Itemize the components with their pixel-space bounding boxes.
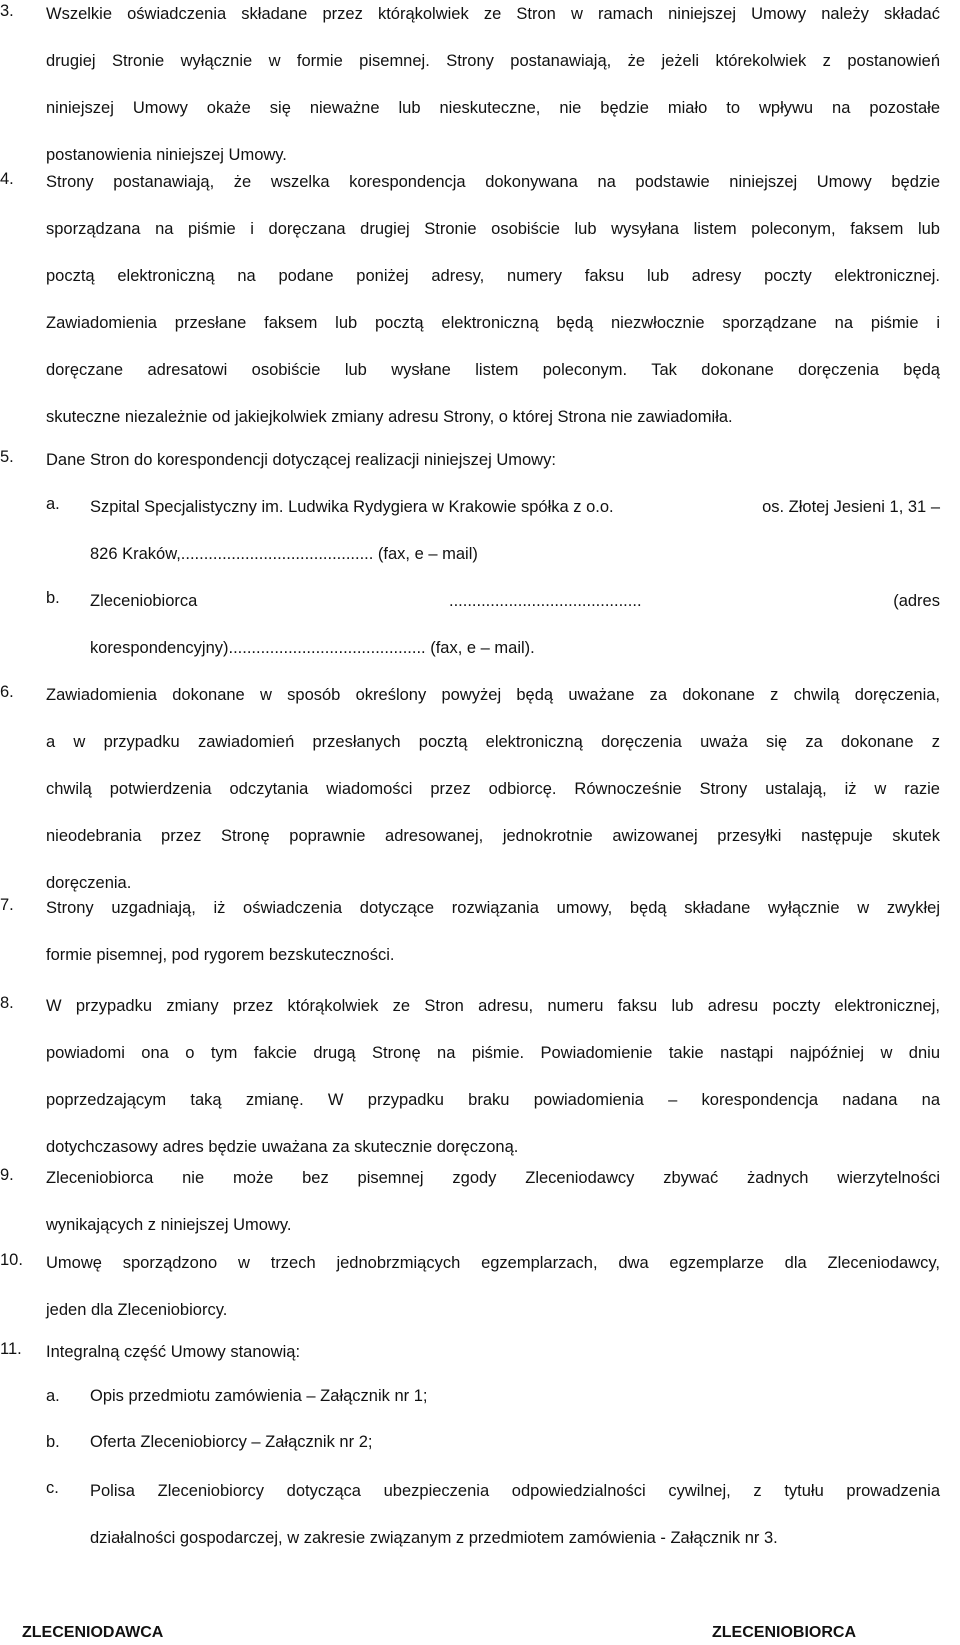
text-line: Polisa Zleceniobiorcy dotycząca ubezpieczenia odpowiedzialności cywilnej, z tytułu prowadzenia xyxy=(90,1482,940,1500)
text-line: sporządzana na piśmie i doręczana drugiej Stronie osobiście lub wysyłana listem poleconym, faksem lub xyxy=(46,220,940,238)
text-line: Zleceniobiorca nie może bez pisemnej zgody Zleceniodawcy zbywać żadnych wierzytelności xyxy=(46,1169,940,1187)
text-line: dotychczasowy adres będzie uważana za skutecznie doręczoną. xyxy=(46,1138,519,1156)
text-line: wynikających z niniejszej Umowy. xyxy=(46,1216,292,1234)
text-line: Zawiadomienia dokonane w sposób określony powyżej będą uważane za dokonane z chwilą doręczenia, xyxy=(46,686,940,704)
text-line: chwilą potwierdzenia odczytania wiadomości przez odbiorcę. Równocześnie Strony ustalają, iż w razie xyxy=(46,780,940,798)
paragraph-number: 9. xyxy=(0,1166,14,1184)
annex-text: Opis przedmiotu zamówienia – Załącznik nr 1; xyxy=(90,1387,428,1405)
item-label: a. xyxy=(46,495,60,513)
text-line: Umowę sporządzono w trzech jednobrzmiących egzemplarzach, dwa egzemplarze dla Zleceniodawcy, xyxy=(46,1254,940,1272)
text-line: doręczenia. xyxy=(46,874,132,892)
paragraph-number: 3. xyxy=(0,2,14,20)
text-line: postanowienia niniejszej Umowy. xyxy=(46,146,287,164)
item-label: a. xyxy=(46,1387,60,1405)
paragraph-number: 10. xyxy=(0,1251,23,1269)
text-line: Wszelkie oświadczenia składane przez którąkolwiek ze Stron w ramach niniejszej Umowy należy składać xyxy=(46,5,940,23)
annex-text: Oferta Zleceniobiorcy – Załącznik nr 2; xyxy=(90,1433,373,1451)
text-line: a w przypadku zawiadomień przesłanych pocztą elektroniczną doręczenia uważa się za dokonane z xyxy=(46,733,940,751)
signature-zleceniodawca: ZLECENIODAWCA xyxy=(22,1624,164,1641)
text-line: pocztą elektroniczną na podane poniżej adresy, numery faksu lub adresy poczty elektronicznej. xyxy=(46,267,940,285)
text-line: Strony postanawiają, że wszelka korespondencja dokonywana na podstawie niniejszej Umowy będzie xyxy=(46,173,940,191)
text-line: W przypadku zmiany przez którąkolwiek ze Stron adresu, numeru faksu lub adresu poczty elektronicznej, xyxy=(46,997,940,1015)
correspondence-line: korespondencyjny)........................................... (fax, e – mail). xyxy=(90,639,535,657)
recipient-address: os. Złotej Jesieni 1, 31 – xyxy=(762,498,940,516)
text-line: powiadomi ona o tym fakcie drugą Stronę na piśmie. Powiadomienie takie nastąpi najpóźniej w dniu xyxy=(46,1044,940,1062)
text-line: Strony uzgadniają, iż oświadczenia dotyczące rozwiązania umowy, będą składane wyłącznie w zwykłej xyxy=(46,899,940,917)
item-label: b. xyxy=(46,1433,60,1451)
text-line: Dane Stron do korespondencji dotyczącej realizacji niniejszej Umowy: xyxy=(46,451,556,469)
paragraph-number: 6. xyxy=(0,683,14,701)
signature-zleceniobiorca: ZLECENIOBIORCA xyxy=(712,1624,856,1641)
address-label: (adres xyxy=(893,592,940,610)
text-line: poprzedzającym taką zmianę. W przypadku braku powiadomienia – korespondencja nadana na xyxy=(46,1091,940,1109)
paragraph-number: 5. xyxy=(0,448,14,466)
paragraph-number: 7. xyxy=(0,896,14,914)
item-label: b. xyxy=(46,589,60,607)
dotted-placeholder: .......................................... xyxy=(448,592,642,610)
paragraph-number: 11. xyxy=(0,1340,22,1358)
text-line: drugiej Stronie wyłącznie w formie pisemnej. Strony postanawiają, że jeżeli którekolwiek z postanowień xyxy=(46,52,940,70)
recipient-city: 826 Kraków,.......................................... (fax, e – mail) xyxy=(90,545,478,563)
text-line: Integralną część Umowy stanowią: xyxy=(46,1343,301,1361)
paragraph-number: 8. xyxy=(0,994,14,1012)
text-line: nieodebrania przez Stronę poprawnie adresowanej, jednokrotnie awizowanej przesyłki następuje skutek xyxy=(46,827,940,845)
text-line: doręczane adresatowi osobiście lub wysłane listem poleconym. Tak dokonane doręczenia będą xyxy=(46,361,940,379)
text-line: działalności gospodarczej, w zakresie związanym z przedmiotem zamówienia - Załącznik nr 3. xyxy=(90,1529,778,1547)
text-line: formie pisemnej, pod rygorem bezskuteczności. xyxy=(46,946,395,964)
text-line: jeden dla Zleceniobiorcy. xyxy=(46,1301,228,1319)
text-line: Zawiadomienia przesłane faksem lub pocztą elektroniczną będą niezwłocznie sporządzane na piśmie i xyxy=(46,314,940,332)
item-label: c. xyxy=(46,1479,59,1497)
paragraph-number: 4. xyxy=(0,170,14,188)
text-line: skuteczne niezależnie od jakiejkolwiek zmiany adresu Strony, o której Strona nie zawiadomiła. xyxy=(46,408,733,426)
text-line: niniejszej Umowy okaże się nieważne lub nieskuteczne, nie będzie miało to wpływu na pozostałe xyxy=(46,99,940,117)
recipient-name: Szpital Specjalistyczny im. Ludwika Rydygiera w Krakowie spółka z o.o. xyxy=(90,498,614,516)
recipient-name: Zleceniobiorca xyxy=(90,592,198,610)
